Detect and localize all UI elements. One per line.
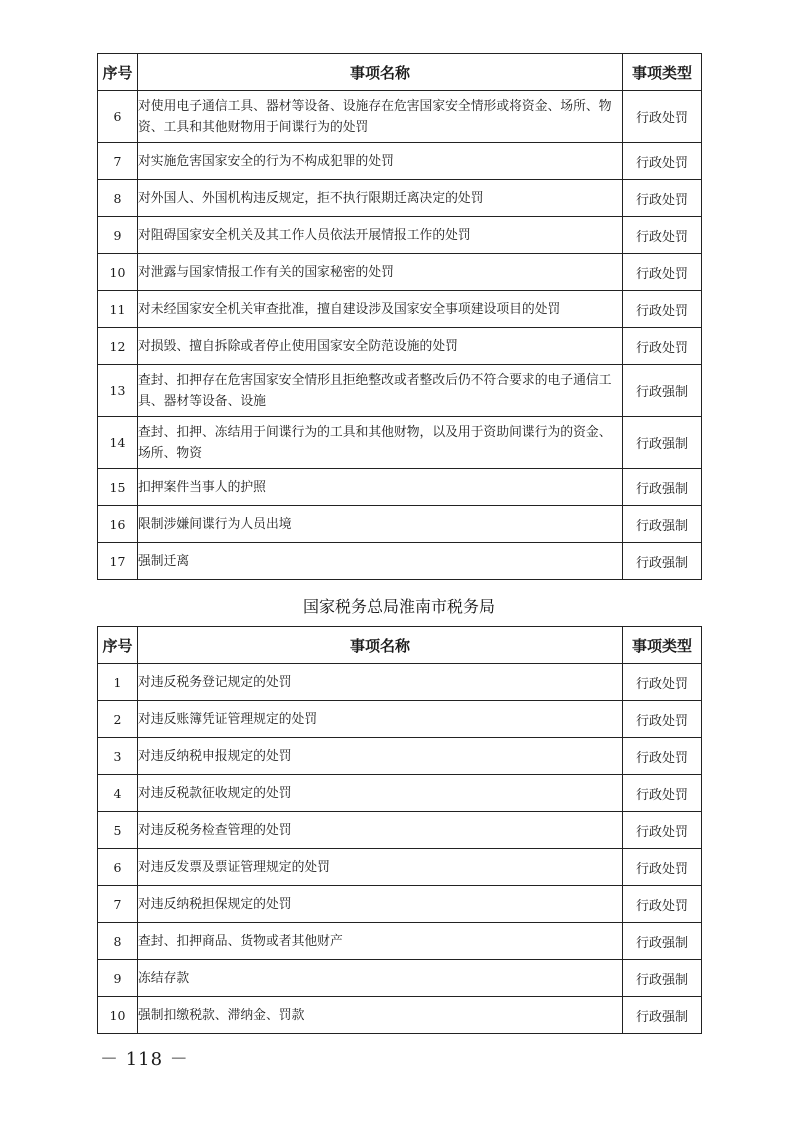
- table-header-row: [98, 627, 702, 664]
- row-item-type: 行政处罚: [623, 328, 702, 365]
- table-row: [98, 775, 702, 812]
- row-item-type: 行政处罚: [623, 812, 702, 849]
- row-item-type: 行政强制: [623, 469, 702, 506]
- table-row: [98, 328, 702, 365]
- row-item-name: 限制涉嫌间谍行为人员出境: [138, 506, 623, 543]
- row-item-name: 对违反纳税担保规定的处罚: [138, 886, 623, 923]
- table-row: [98, 417, 702, 469]
- row-number: 10: [98, 997, 138, 1034]
- row-item-name: 对未经国家安全机关审查批准，擅自建设涉及国家安全事项建设项目的处罚: [138, 291, 623, 328]
- table-row: [98, 365, 702, 417]
- row-item-name: 强制扣缴税款、滞纳金、罚款: [138, 997, 623, 1034]
- row-item-name: 对违反发票及票证管理规定的处罚: [138, 849, 623, 886]
- row-item-name: 扣押案件当事人的护照: [138, 469, 623, 506]
- row-number: 4: [98, 775, 138, 812]
- table-header-row: [98, 54, 702, 91]
- row-item-type: 行政强制: [623, 997, 702, 1034]
- row-item-name: 对损毁、擅自拆除或者停止使用国家安全防范设施的处罚: [138, 328, 623, 365]
- row-item-type: 行政强制: [623, 417, 702, 469]
- header-item-type: 事项类型: [623, 627, 702, 664]
- table-row: [98, 960, 702, 997]
- row-item-type: 行政处罚: [623, 291, 702, 328]
- row-item-name: 对违反税务登记规定的处罚: [138, 664, 623, 701]
- table-public-security-items: [97, 53, 702, 580]
- row-number: 16: [98, 506, 138, 543]
- header-index: 序号: [98, 627, 138, 664]
- table-row: [98, 143, 702, 180]
- row-item-name: 查封、扣押存在危害国家安全情形且拒绝整改或者整改后仍不符合要求的电子通信工具、器材等设备、设施: [138, 365, 623, 417]
- table-row: [98, 291, 702, 328]
- row-item-type: 行政强制: [623, 365, 702, 417]
- row-number: 8: [98, 180, 138, 217]
- row-number: 15: [98, 469, 138, 506]
- row-item-type: 行政处罚: [623, 91, 702, 143]
- table-row: [98, 812, 702, 849]
- row-item-type: 行政处罚: [623, 738, 702, 775]
- header-index: 序号: [98, 54, 138, 91]
- row-number: 1: [98, 664, 138, 701]
- row-number: 17: [98, 543, 138, 580]
- header-item-type: 事项类型: [623, 54, 702, 91]
- row-number: 13: [98, 365, 138, 417]
- table-row: [98, 664, 702, 701]
- table-row: [98, 254, 702, 291]
- table-row: [98, 543, 702, 580]
- row-item-name: 对违反纳税申报规定的处罚: [138, 738, 623, 775]
- header-item-name: 事项名称: [138, 627, 623, 664]
- row-number: 8: [98, 923, 138, 960]
- table-row: [98, 738, 702, 775]
- row-item-name: 强制迁离: [138, 543, 623, 580]
- row-number: 9: [98, 960, 138, 997]
- row-item-type: 行政处罚: [623, 254, 702, 291]
- row-item-type: 行政处罚: [623, 143, 702, 180]
- row-item-type: 行政强制: [623, 506, 702, 543]
- row-number: 10: [98, 254, 138, 291]
- table-row: [98, 180, 702, 217]
- row-item-type: 行政处罚: [623, 849, 702, 886]
- row-item-name: 对使用电子通信工具、器材等设备、设施存在危害国家安全情形或将资金、场所、物资、工具和其他财物用于间谍行为的处罚: [138, 91, 623, 143]
- row-item-name: 冻结存款: [138, 960, 623, 997]
- table-row: [98, 923, 702, 960]
- table-row: [98, 886, 702, 923]
- row-item-type: 行政处罚: [623, 664, 702, 701]
- row-number: 12: [98, 328, 138, 365]
- row-number: 3: [98, 738, 138, 775]
- row-item-name: 对外国人、外国机构违反规定，拒不执行限期迁离决定的处罚: [138, 180, 623, 217]
- table-row: [98, 506, 702, 543]
- row-item-type: 行政处罚: [623, 886, 702, 923]
- row-number: 7: [98, 143, 138, 180]
- row-item-name: 对泄露与国家情报工作有关的国家秘密的处罚: [138, 254, 623, 291]
- table-row: [98, 469, 702, 506]
- row-item-type: 行政强制: [623, 960, 702, 997]
- table-row: [98, 849, 702, 886]
- row-number: 6: [98, 91, 138, 143]
- table-row: [98, 91, 702, 143]
- table-row: [98, 997, 702, 1034]
- row-item-name: 对违反账簿凭证管理规定的处罚: [138, 701, 623, 738]
- row-item-type: 行政处罚: [623, 217, 702, 254]
- row-number: 2: [98, 701, 138, 738]
- row-item-type: 行政强制: [623, 543, 702, 580]
- row-item-name: 对违反税款征收规定的处罚: [138, 775, 623, 812]
- row-item-type: 行政处罚: [623, 775, 702, 812]
- row-item-name: 对违反税务检查管理的处罚: [138, 812, 623, 849]
- row-number: 9: [98, 217, 138, 254]
- row-number: 11: [98, 291, 138, 328]
- table-tax-bureau-items: [97, 626, 702, 1034]
- row-number: 14: [98, 417, 138, 469]
- section-title: 国家税务总局淮南市税务局: [302, 597, 495, 616]
- row-item-type: 行政强制: [623, 923, 702, 960]
- row-item-type: 行政处罚: [623, 701, 702, 738]
- row-item-type: 行政处罚: [623, 180, 702, 217]
- row-number: 6: [98, 849, 138, 886]
- table-row: [98, 701, 702, 738]
- header-item-name: 事项名称: [138, 54, 623, 91]
- row-item-name: 对阻碍国家安全机关及其工作人员依法开展情报工作的处罚: [138, 217, 623, 254]
- page-number: － 118 －: [100, 1049, 189, 1070]
- row-item-name: 对实施危害国家安全的行为不构成犯罪的处罚: [138, 143, 623, 180]
- row-item-name: 查封、扣押、冻结用于间谍行为的工具和其他财物，以及用于资助间谍行为的资金、场所、物资: [138, 417, 623, 469]
- row-number: 5: [98, 812, 138, 849]
- row-number: 7: [98, 886, 138, 923]
- table-row: [98, 217, 702, 254]
- row-item-name: 查封、扣押商品、货物或者其他财产: [138, 923, 623, 960]
